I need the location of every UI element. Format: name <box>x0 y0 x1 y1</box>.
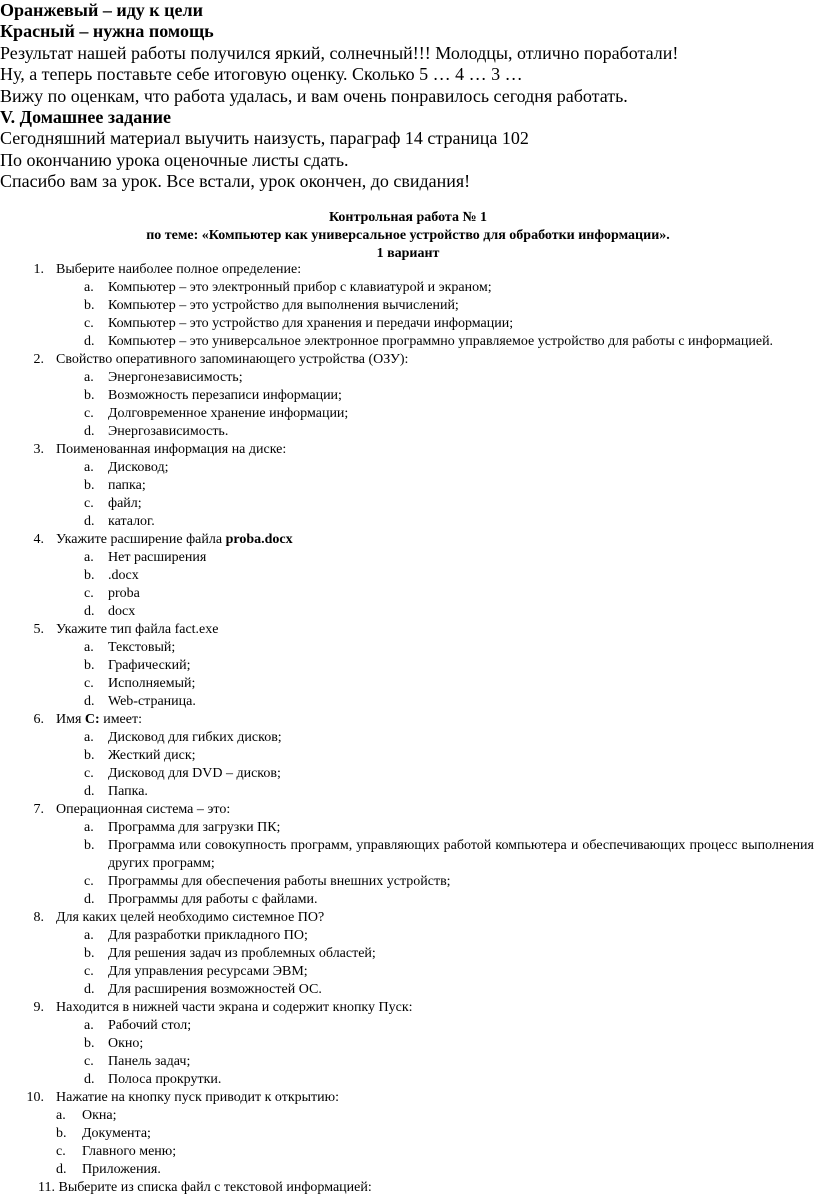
option-text: .docx <box>108 568 139 583</box>
question-text: Операционная система – это: <box>56 802 231 817</box>
question-highlight: proba.docx <box>225 532 293 547</box>
option-letter: d. <box>84 982 95 997</box>
option-text: Окна; <box>82 1108 117 1123</box>
answer-option <box>0 549 816 567</box>
answer-option <box>0 333 816 351</box>
option-letter: b. <box>84 658 95 673</box>
option-letter: b. <box>84 748 95 763</box>
option-letter: d. <box>84 892 95 907</box>
answer-option <box>0 927 816 945</box>
answer-option <box>0 1107 816 1125</box>
option-text: Папка. <box>108 784 148 799</box>
option-letter: d. <box>84 514 95 529</box>
option-text: Нет расширения <box>108 550 207 565</box>
answer-option <box>0 603 816 621</box>
question-item <box>0 351 816 369</box>
option-text: Дисковод для гибких дисков; <box>108 730 282 745</box>
question-item <box>0 999 816 1017</box>
answer-option <box>0 279 816 297</box>
answer-option <box>0 315 816 333</box>
option-letter: c. <box>84 964 94 979</box>
option-text: Для управления ресурсами ЭВМ; <box>108 964 308 979</box>
answer-option <box>0 369 816 387</box>
question-text: Находится в нижней части экрана и содержит кнопку Пуск: <box>56 1000 413 1015</box>
answer-option <box>0 873 816 891</box>
question-item <box>0 441 816 459</box>
option-letter: b. <box>84 388 95 403</box>
question-number: 2. <box>33 352 44 367</box>
question-number: 3. <box>33 442 44 457</box>
option-letter: c. <box>84 1054 94 1069</box>
answer-option <box>0 675 816 693</box>
intro-paragraph: Спасибо вам за урок. Все встали, урок окончен, до свидания! <box>0 171 471 192</box>
answer-option <box>0 729 816 747</box>
option-text: Программы для работы с файлами. <box>108 892 318 907</box>
answer-option <box>0 567 816 585</box>
question-number: 6. <box>33 712 44 727</box>
option-letter: d. <box>84 784 95 799</box>
option-text: Компьютер – это устройство для выполнения вычислений; <box>108 298 459 313</box>
answer-option <box>0 657 816 675</box>
option-letter: b. <box>56 1126 67 1141</box>
option-text: Программы для обеспечения работы внешних устройств; <box>108 874 451 889</box>
option-letter: d. <box>84 694 95 709</box>
question-number: 8. <box>33 910 44 925</box>
option-text: каталог. <box>108 514 155 529</box>
option-text: Энергонезависимость; <box>108 370 243 385</box>
option-letter: a. <box>84 1018 94 1033</box>
option-text: файл; <box>108 496 142 511</box>
answer-option <box>0 585 816 603</box>
option-text: Компьютер – это электронный прибор с клавиатурой и экраном; <box>108 280 492 295</box>
answer-option <box>0 297 816 315</box>
answer-option <box>0 495 816 513</box>
option-text: Возможность перезаписи информации; <box>108 388 342 403</box>
option-letter: b. <box>84 838 95 853</box>
option-text: Энергозависимость. <box>108 424 229 439</box>
option-text: Жесткий диск; <box>108 748 196 763</box>
option-text: Документа; <box>82 1126 151 1141</box>
option-text: docx <box>108 604 136 619</box>
question-highlight: С: <box>84 712 100 727</box>
answer-option <box>0 945 816 963</box>
intro-paragraph: Вижу по оценкам, что работа удалась, и вам очень понравилось сегодня работать. <box>0 85 628 106</box>
answer-option <box>0 765 816 783</box>
answer-option <box>0 963 816 981</box>
option-letter: a. <box>56 1108 66 1123</box>
test-heading <box>0 209 816 263</box>
question-text: Для каких целей необходимо системное ПО? <box>56 910 325 925</box>
option-letter: a. <box>84 640 94 655</box>
answer-option <box>0 1125 816 1143</box>
question-number: 5. <box>33 622 44 637</box>
test-variant: 1 вариант <box>376 246 440 261</box>
option-text: Дисковод для DVD – дисков; <box>108 766 281 781</box>
option-letter: b. <box>84 298 95 313</box>
question-text: Нажатие на кнопку пуск приводит к открытию: <box>56 1090 340 1105</box>
question-item: 11. Выберите из списка файл с текстовой информацией: <box>38 1180 372 1195</box>
option-letter: c. <box>84 316 94 331</box>
answer-option <box>0 387 816 405</box>
answer-option <box>0 747 816 765</box>
homework-text: Сегодняшний материал выучить наизусть, параграф 14 страница 102 <box>0 128 529 149</box>
option-text: Исполняемый; <box>108 676 196 691</box>
option-letter: a. <box>84 820 94 835</box>
option-letter: b. <box>84 1036 95 1051</box>
answer-option <box>0 1143 816 1161</box>
red-color-meaning: Красный – нужна помощь <box>0 21 214 42</box>
question-number: 4. <box>33 532 44 547</box>
intro-paragraph: По окончанию урока оценочные листы сдать. <box>0 149 349 170</box>
option-letter: c. <box>84 766 94 781</box>
option-text: Окно; <box>108 1036 144 1051</box>
question-item <box>0 261 816 279</box>
option-letter: d. <box>84 334 95 349</box>
option-letter: c. <box>56 1144 66 1159</box>
question-item <box>0 801 816 819</box>
question-number: 7. <box>33 802 44 817</box>
answer-option <box>0 1035 816 1053</box>
question-text: Выберите наиболее полное определение: <box>56 262 302 277</box>
option-letter: a. <box>84 928 94 943</box>
option-letter: a. <box>84 460 94 475</box>
option-letter: d. <box>56 1162 67 1177</box>
option-letter: d. <box>84 604 95 619</box>
answer-option <box>0 891 816 909</box>
intro-paragraph: Результат нашей работы получился яркий, солнечный!!! Молодцы, отлично поработали! <box>0 42 679 63</box>
option-text: папка; <box>108 478 146 493</box>
option-text: Web-страница. <box>108 694 196 709</box>
answer-option <box>0 513 816 531</box>
question-number: 9. <box>33 1000 44 1015</box>
option-text: Панель задач; <box>108 1054 191 1069</box>
answer-option <box>0 405 816 423</box>
option-text: Полоса прокрутки. <box>108 1072 222 1087</box>
question-item <box>0 531 816 549</box>
question-text: Поименованная информация на диске: <box>56 442 287 457</box>
question-list <box>0 261 816 1197</box>
option-letter: b. <box>84 946 95 961</box>
option-text: Главного меню; <box>82 1144 177 1159</box>
option-letter: c. <box>84 874 94 889</box>
option-letter: b. <box>84 478 95 493</box>
orange-color-meaning: Оранжевый – иду к цели <box>0 0 204 20</box>
option-letter: a. <box>84 550 94 565</box>
answer-option <box>0 423 816 441</box>
option-letter: a. <box>84 280 94 295</box>
question-item <box>0 909 816 927</box>
option-letter: d. <box>84 1072 95 1087</box>
option-text: Рабочий стол; <box>108 1018 192 1033</box>
question-number: 10. <box>26 1090 44 1105</box>
option-text: Программа или совокупность программ, управляющих работой компьютера и обеспечивающих процесс выполнения других программ; <box>108 838 814 871</box>
option-text: Компьютер – это устройство для хранения и передачи информации; <box>108 316 514 331</box>
answer-option <box>0 459 816 477</box>
option-text: Приложения. <box>82 1162 161 1177</box>
option-text: Для расширения возможностей ОС. <box>108 982 322 997</box>
question-text: Укажите тип файла fact.exe <box>56 622 219 637</box>
option-letter: a. <box>84 370 94 385</box>
option-text: Для разработки прикладного ПО; <box>108 928 308 943</box>
question-text: Укажите расширение файла <box>56 532 226 547</box>
section-heading: V. Домашнее задание <box>0 107 171 128</box>
answer-option <box>0 783 816 801</box>
question-text: Имя <box>56 712 85 727</box>
option-text: proba <box>108 586 140 601</box>
option-text: Графический; <box>108 658 191 673</box>
option-letter: a. <box>84 730 94 745</box>
question-item <box>0 1089 816 1107</box>
option-text: Программа для загрузки ПК; <box>108 820 281 835</box>
intro-paragraph: Ну, а теперь поставьте себе итоговую оценку. Сколько 5 … 4 … 3 … <box>0 64 523 85</box>
test-topic: по теме: «Компьютер как универсальное устройство для обработки информации». <box>146 228 670 243</box>
answer-option <box>0 1071 816 1089</box>
option-text: Дисковод; <box>108 460 169 475</box>
option-letter: b. <box>84 568 95 583</box>
option-text: Текстовый; <box>108 640 176 655</box>
question-text: Свойство оперативного запоминающего устройства (ОЗУ): <box>56 352 409 367</box>
option-text: Для решения задач из проблемных областей; <box>108 946 376 961</box>
answer-option <box>0 981 816 999</box>
question-item <box>0 711 816 729</box>
option-letter: c. <box>84 496 94 511</box>
test-title: Контрольная работа № 1 <box>328 210 488 225</box>
option-text: Долговременное хранение информации; <box>108 406 349 421</box>
answer-option <box>0 1053 816 1071</box>
question-item <box>0 621 816 639</box>
answer-option <box>0 819 816 837</box>
answer-option <box>0 1017 816 1035</box>
option-letter: d. <box>84 424 95 439</box>
answer-option <box>0 693 816 711</box>
answer-option <box>0 477 816 495</box>
option-letter: c. <box>84 586 94 601</box>
intro-section <box>0 0 816 193</box>
option-letter: c. <box>84 676 94 691</box>
answer-option <box>0 639 816 657</box>
option-text: Компьютер – это универсальное электронное программно управляемое устройство для работы с информацией. <box>108 334 774 349</box>
answer-option <box>0 1161 816 1179</box>
option-letter: c. <box>84 406 94 421</box>
answer-option <box>0 837 816 873</box>
question-number: 1. <box>33 262 44 277</box>
question-text: имеет: <box>99 712 142 727</box>
